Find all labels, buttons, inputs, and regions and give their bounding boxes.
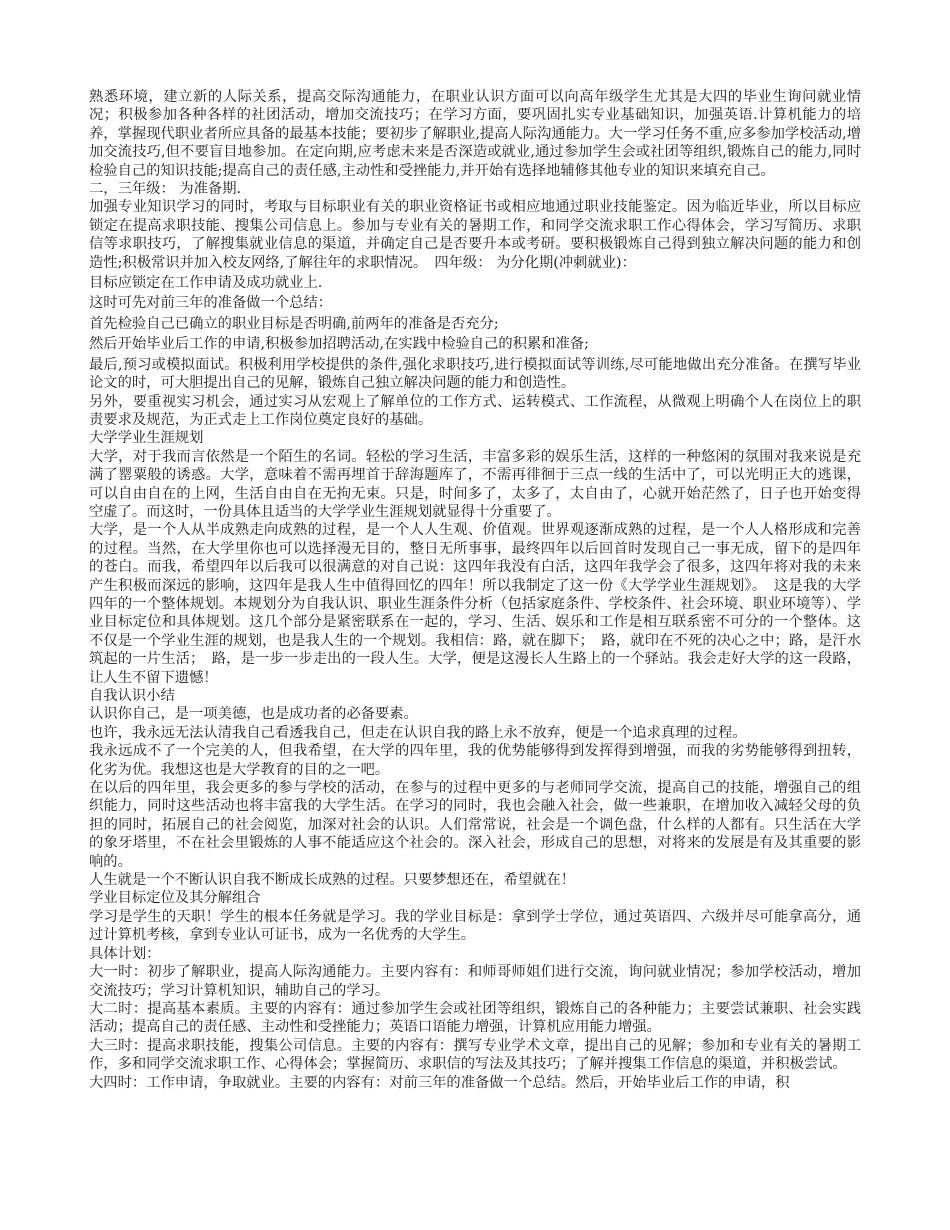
paragraph: 大二时：提高基本素质。主要的内容有：通过参加学生会或社团等组织，锻炼自己的各种能力；主要尝试兼职、社会实践活动；提高自己的责任感、主动性和受挫能力；英语口语能力增强，计算机应用能力增强。 bbox=[89, 1000, 861, 1036]
paragraph: 大学，对于我而言依然是一个陌生的名词。轻松的学习生活，丰富多彩的娱乐生活，这样的一种悠闲的氛围对我来说是充满了罂粟般的诱惑。大学，意味着不需再埋首于辞海题库了，不需再徘徊于三点一线的生活中了，可以光明正大的逃课，可以自由自在的上网，生活自由自在无拘无束。只是，时间多了，太多了，太自由了，心就开始茫然了，日子也开始变得空虚了。而这时，一份具体且适当的大学学业生涯规划就显得十分重要了。 bbox=[89, 448, 861, 520]
paragraph: 另外，要重视实习机会，通过实习从宏观上了解单位的工作方式、运转模式、工作流程，从微观上明确个人在岗位上的职责要求及规范，为正式走上工作岗位奠定良好的基础。 bbox=[89, 393, 861, 428]
paragraph: 大三时：提高求职技能，搜集公司信息。主要的内容有：撰写专业学术文章，提出自己的见解；参加和专业有关的暑期工作，多和同学交流求职工作、心得体会；掌握简历、求职信的写法及其技巧；了解并搜集工作信息的渠道，并积极尝试。 bbox=[89, 1037, 861, 1073]
paragraph: 最后,预习或模拟面试。积极利用学校提供的条件,强化求职技巧,进行模拟面试等训练,尽可能地做出充分准备。在撰写毕业论文的时，可大胆提出自己的见解，锻炼自己独立解决问题的能力和创造性。 bbox=[89, 356, 861, 392]
paragraph: 也许，我永远无法认清我自己看透我自己，但走在认识自我的路上永不放弃，便是一个追求真理的过程。 bbox=[89, 724, 747, 741]
paragraph: 我永远成不了一个完美的人，但我希望，在大学的四年里，我的优势能够得到发挥得到增强，而我的劣势能够得到扭转，化劣为优。我想这也是大学教育的目的之一吧。 bbox=[89, 743, 861, 778]
document-page bbox=[89, 88, 861, 1092]
paragraph: 在以后的四年里，我会更多的参与学校的活动，在参与的过程中更多的与老师同学交流，提高自己的技能，增强自己的组织能力，同时这些活动也将丰富我的大学生活。在学习的同时，我也会融入社会，做一些兼职，在增加收入减轻父母的负担的同时，拓展自己的社会阅览，加深对社会的认识。人们常常说，社会是一个调色盘，什么样的人都有。只生活在大学的象牙塔里，不在社会里锻炼的人事不能适应这个社会的。深入社会，形成自己的思想，对将来的发展是有及其重要的影响的。 bbox=[89, 780, 861, 870]
section-heading: 自我认识小结 bbox=[89, 688, 175, 704]
paragraph: 首先检验自己已确立的职业目标是否明确,前两年的准备是否充分; bbox=[89, 315, 499, 332]
paragraph: 学习是学生的天职！学生的根本任务就是学习。我的学业目标是：拿到学士学位，通过英语四、六级并尽可能拿高分，通过计算机考核，拿到专业认可证书，成为一名优秀的大学生。 bbox=[89, 908, 861, 944]
section-heading: 大学学业生涯规划 bbox=[89, 430, 204, 447]
paragraph: 大四时：工作申请，争取就业。主要的内容有：对前三年的准备做一个总结。然后，开始毕业后工作的申请，积 bbox=[89, 1074, 790, 1091]
paragraph: 认识你自己，是一项美德，也是成功者的必备要素。 bbox=[89, 706, 418, 723]
section-heading: 二，三年级： 为准备期. bbox=[89, 181, 242, 198]
paragraph: 大学，是一个人从半成熟走向成熟的过程，是一个人人生观、价值观。世界观逐渐成熟的过程，是一个人人格形成和完善的过程。当然，在大学里你也可以选择漫无目的，整日无所事事，最终四年以后回首时发现自己一事无成，留下的是四年的苍白。而我，希望四年以后我可以很满意的对自己说：这四年我没有白活，这四年我学会了很多，这四年将对我的未来产生积极而深远的影响，这四年是我人生中值得回忆的四年！所以我制定了这一份《大学学业生涯规划》。 这是我的大学四年的一个整体规划。本规划分为自我认识、职业生涯条件分析（包括家庭条件、学校条件、社会环境、职业环境等）、学业目标定位和具体规划。这几个部分是紧密联系在一起的，学习、生活、娱乐和工作是相互联系密不可分的一个整体。这不仅是一个学业生涯的规划，也是我人生的一个规划。我相信：路，就在脚下； 路，就印在不死的决心之中；路，是汗水筑起的一片生活； 路，是一步一步走出的一段人生。大学，便是这漫长人生路上的一个驿站。我会走好大学的这一段路，让人生不留下遗憾！ bbox=[89, 522, 861, 686]
paragraph: 目标应锁定在工作申请及成功就业上. bbox=[89, 275, 323, 292]
paragraph: 这时可先对前三年的准备做一个总结： bbox=[89, 295, 333, 312]
paragraph: 熟悉环境，建立新的人际关系，提高交际沟通能力，在职业认识方面可以向高年级学生尤其是大四的毕业生询问就业情况；积极参加各种各样的社团活动，增加交流技巧；在学习方面，要巩固扎实专业基础知识，加强英语.计算机能力的培养，掌握现代职业者所应具备的最基本技能；要初步了解职业,提高人际沟通能力。大一学习任务不重,应多参加学校活动,增加交流技巧,但不要盲目地参加。在定向期,应考虑未来是否深造或就业,通过参加学生会或社团等组织,锻炼自己的能力,同时检验自己的知识技能;提高自己的责任感,主动性和受挫能力,并开始有选择地辅修其他专业的知识来填充自己。 bbox=[89, 89, 861, 179]
paragraph: 大一时：初步了解职业，提高人际沟通能力。主要内容有：和师哥师姐们进行交流，询问就业情况；参加学校活动，增加交流技巧；学习计算机知识，辅助自己的学习。 bbox=[89, 964, 861, 999]
paragraph: 然后开始毕业后工作的申请,积极参加招聘活动,在实践中检验自己的积累和准备; bbox=[89, 336, 589, 353]
paragraph: 具体计划： bbox=[89, 945, 161, 962]
paragraph: 加强专业知识学习的同时，考取与目标职业有关的职业资格证书或相应地通过职业技能鉴定。因为临近毕业，所以目标应锁定在提高求职技能、搜集公司信息上。参加与专业有关的暑期工作，和同学交流求职工作心得体会，学习写简历、求职信等求职技巧，了解搜集就业信息的渠道，并确定自己是否要升本或考研。要积极锻炼自己得到独立解决问题的能力和创造性;积极常识并加入校友网络,了解往年的求职情况。 四年级： 为分化期(冲刺就业)： bbox=[89, 199, 861, 271]
section-heading: 学业目标定位及其分解组合 bbox=[89, 890, 261, 907]
paragraph: 人生就是一个不断认识自我不断成长成熟的过程。只要梦想还在，希望就在！ bbox=[89, 872, 576, 889]
